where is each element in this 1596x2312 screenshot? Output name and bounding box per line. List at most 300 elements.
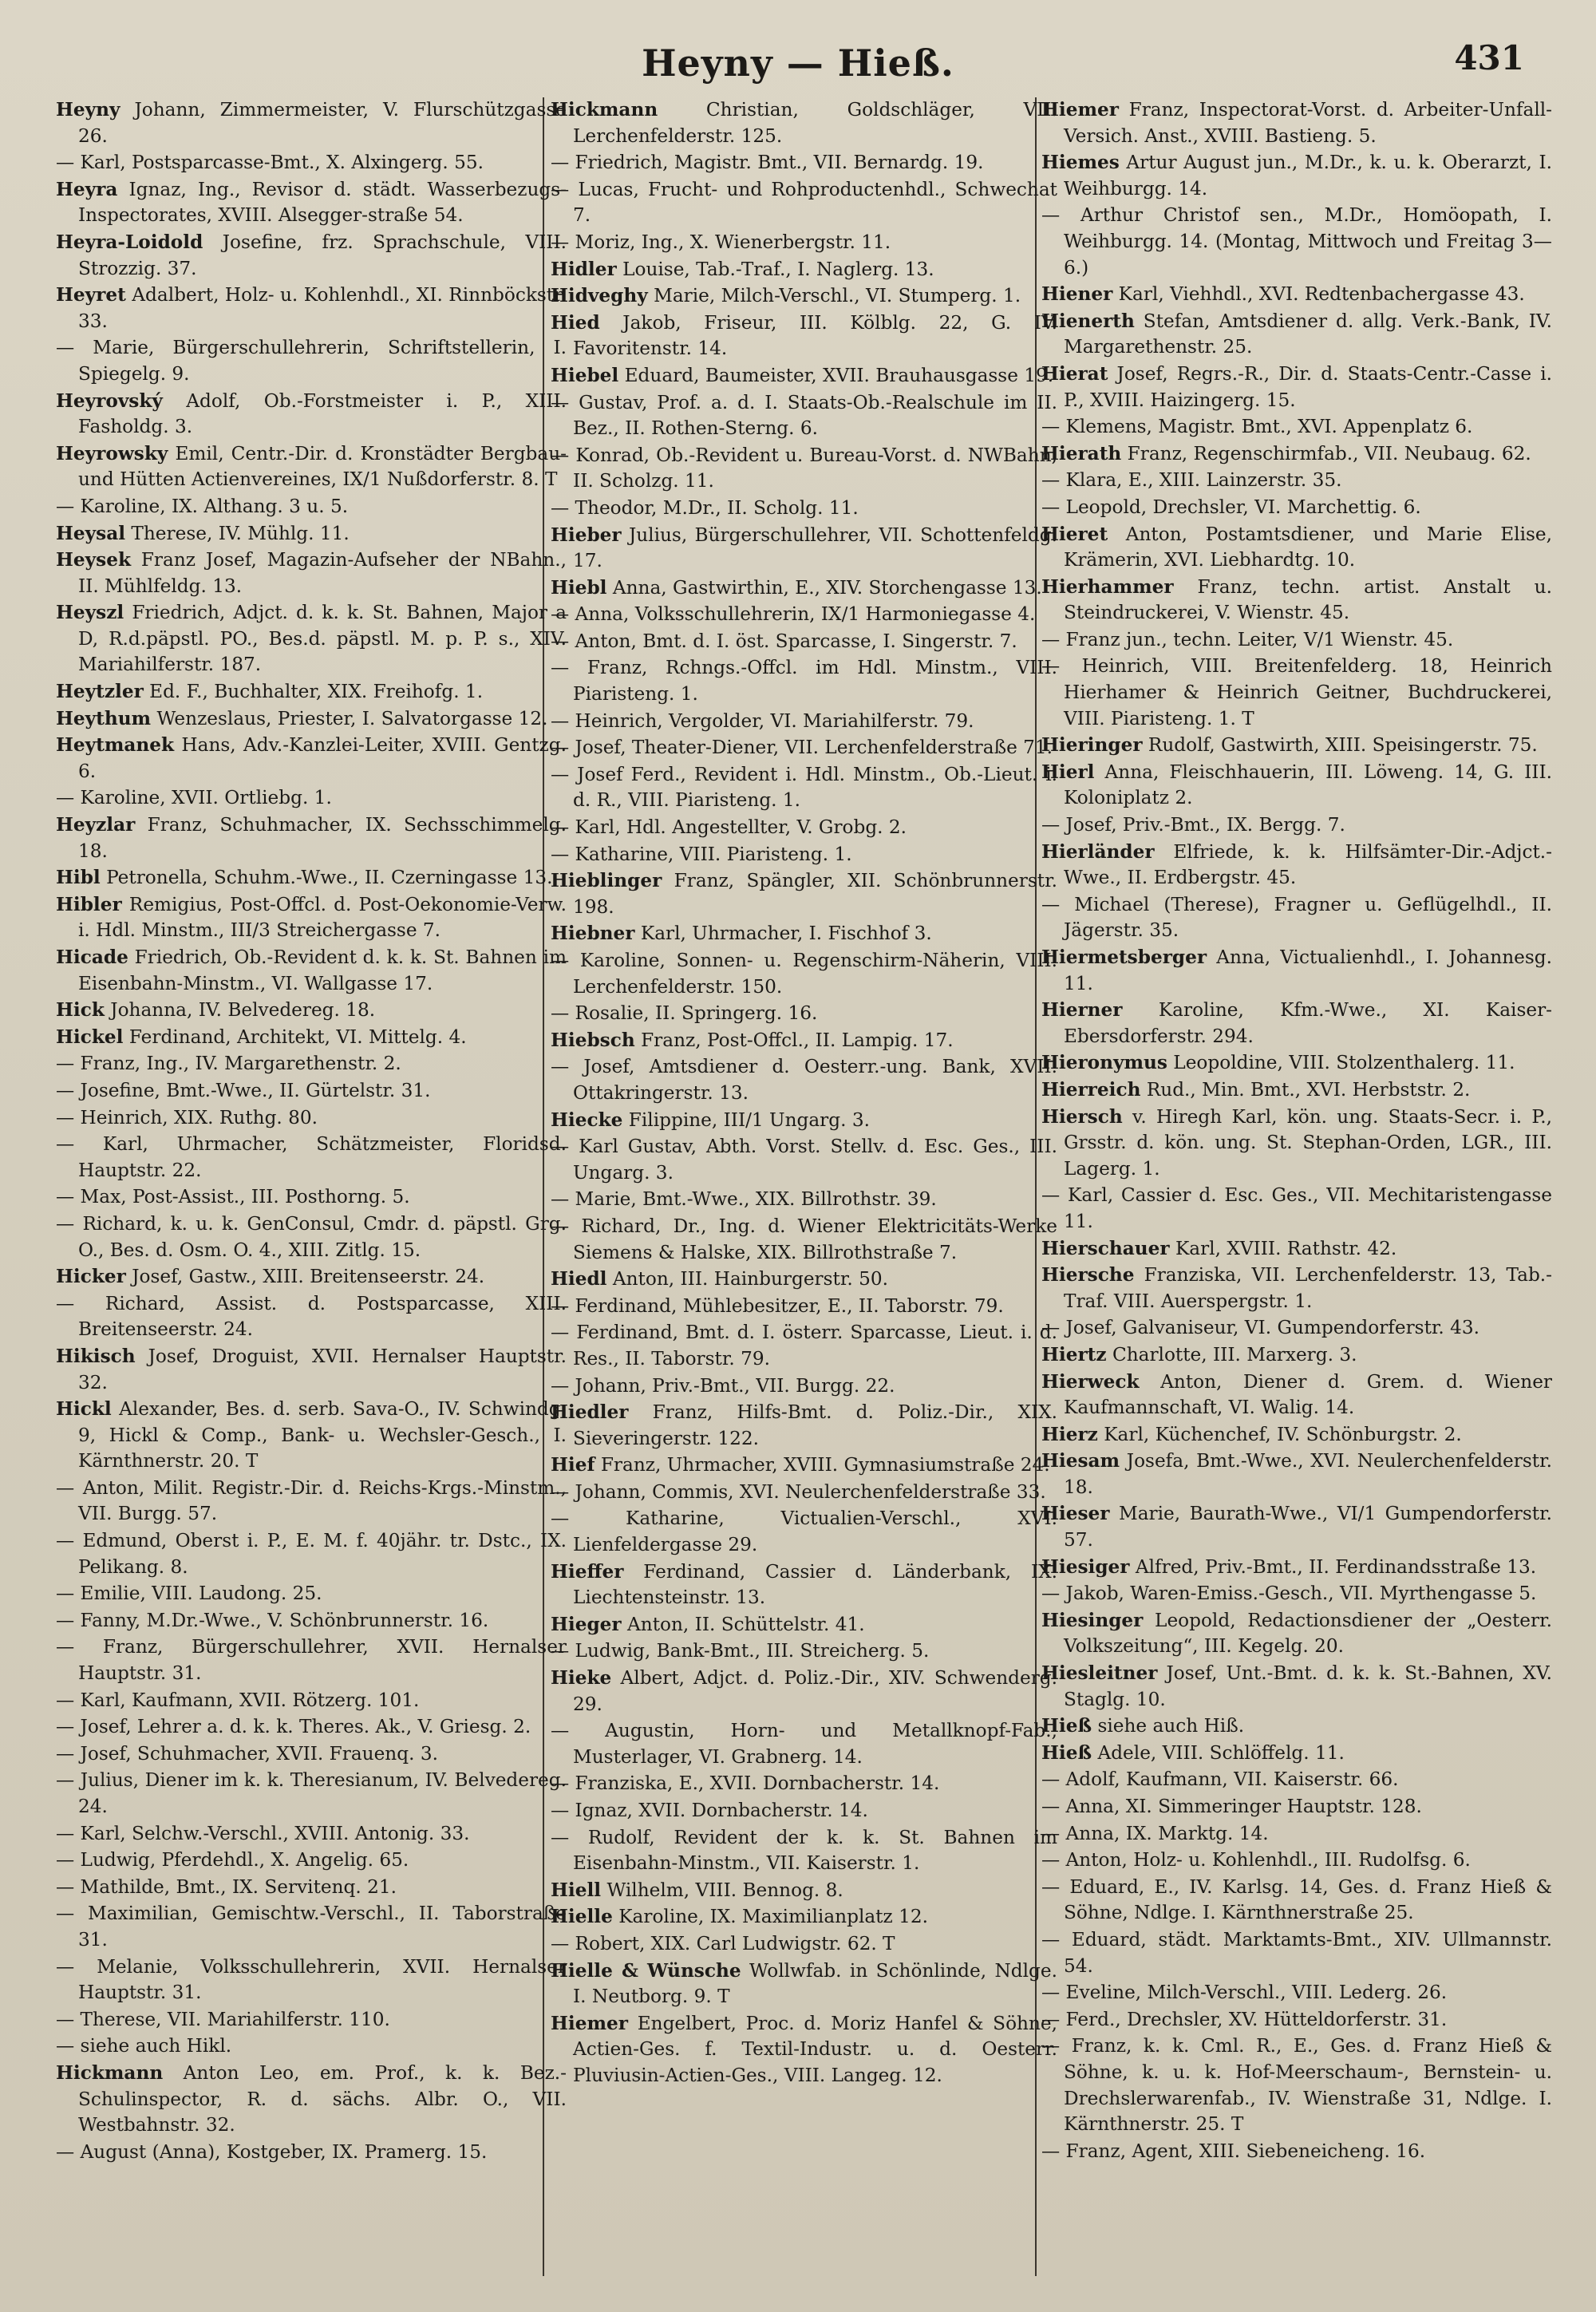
- directory-entry: [56, 177, 567, 229]
- entry-details: — Theodor, M.Dr., II. Scholg. 11.: [551, 496, 859, 519]
- directory-entry: [551, 1878, 1057, 1904]
- entry-details: — Edmund, Oberst i. P., E. M. f. 40jähr. tr. Dstc., IX. Pelikang. 8.: [56, 1530, 567, 1578]
- entry-details: — Ferdinand, Bmt. d. I. österr. Sparcasse, Lieut. i. d. Res., II. Taborstr. 79.: [551, 1322, 1057, 1369]
- directory-entry: [1041, 1236, 1552, 1263]
- entry-name: Hierländer: [1041, 840, 1155, 863]
- entry-name: Hieret: [1041, 523, 1108, 545]
- directory-entry: [551, 1718, 1057, 1770]
- entry-name: Hiermetsberger: [1041, 947, 1207, 968]
- entry-details: — Eduard, E., IV. Karlsg. 14, Ges. d. Franz Hieß & Söhne, Ndlge. I. Kärnthnerstraße 25.: [1041, 1875, 1552, 1924]
- directory-entry: [56, 1291, 567, 1343]
- entry-details: Rud., Min. Bmt., XVI. Herbststr. 2.: [1140, 1078, 1471, 1101]
- directory-entry: [551, 1320, 1057, 1372]
- directory-entry: [551, 602, 1057, 628]
- entry-name: Hiebl: [551, 576, 607, 599]
- entry-details: — August (Anna), Kostgeber, IX. Pramerg. 15.: [56, 2140, 488, 2163]
- directory-entry: [1041, 1263, 1552, 1314]
- directory-entry: [1041, 1342, 1552, 1369]
- directory-entry: [56, 1528, 567, 1580]
- entry-name: Hierner: [1041, 999, 1123, 1022]
- entry-details: Franz, Inspectorat-Vorst. d. Arbeiter-Unfall-Versich. Anst., XVIII. Bastieng. 5.: [1064, 99, 1552, 147]
- entry-details: Anna, Victualienhdl., I. Johannesg. 11.: [1064, 947, 1552, 994]
- entry-name: Hidveghy: [551, 285, 648, 307]
- directory-entry: [56, 1954, 567, 2006]
- entry-details: Marie, Milch-Verschl., VI. Stumperg. 1.: [647, 285, 1021, 307]
- entry-details: Petronella, Schuhm.-Wwe., II. Czerningasse 13.: [100, 867, 553, 889]
- entry-details: Marie, Baurath-Wwe., VI/1 Gumpendorferstr. 57.: [1064, 1503, 1552, 1551]
- entry-details: — Rudolf, Revident der k. k. St. Bahnen im Eisenbahn-Minstm., VII. Kaiserstr. 1.: [551, 1826, 1057, 1875]
- entry-details: — Karl Gustav, Abth. Vorst. Stellv. d. Esc. Ges., III. Ungarg. 3.: [551, 1136, 1057, 1184]
- entry-details: Anton, III. Hainburgerstr. 50.: [606, 1268, 888, 1290]
- directory-entry: [551, 868, 1057, 920]
- entry-name: Heysek: [56, 549, 132, 571]
- directory-entry: [1041, 1422, 1552, 1448]
- entry-details: — Karoline, Sonnen- u. Regenschirm-Näherin, VIII. Lerchenfelderstr. 150.: [551, 950, 1057, 998]
- directory-entry: [551, 523, 1057, 575]
- directory-entry: [551, 1214, 1057, 1266]
- directory-entry: [56, 998, 567, 1024]
- entry-name: Hiebner: [551, 923, 635, 945]
- directory-entry: [551, 629, 1057, 655]
- directory-entry: [551, 1612, 1057, 1638]
- entry-details: Louise, Tab.-Traf., I. Naglerg. 13.: [616, 258, 934, 280]
- directory-entry: [56, 1581, 567, 1607]
- entry-name: Hickmann: [551, 99, 658, 121]
- entry-name: Hierl: [1041, 761, 1095, 783]
- directory-entry: [56, 1078, 567, 1105]
- entry-details: Karoline, Kfm.-Wwe., XI. Kaiser-Ebersdorferstr. 294.: [1064, 999, 1552, 1047]
- entry-details: — Josef, Theater-Diener, VII. Lerchenfelderstraße 71.: [551, 737, 1053, 759]
- directory-entry: [56, 945, 567, 997]
- entry-details: — Franz, Ing., IV. Margarethenstr. 2.: [56, 1053, 401, 1075]
- entry-details: — Karl, Cassier d. Esc. Ges., VII. Mechitaristengasse 11.: [1041, 1184, 1552, 1232]
- entry-details: Eduard, Baumeister, XVII. Brauhausgasse 19.: [618, 364, 1054, 386]
- entry-details: Karl, Viehhdl., XVI. Redtenbachergasse 43.: [1112, 283, 1525, 306]
- entry-details: — Josef, Amtsdiener d. Oesterr.-ung. Bank, XVII. Ottakringerstr. 13.: [551, 1056, 1057, 1104]
- directory-entry: [1041, 1661, 1552, 1713]
- entry-name: Hiersche: [1041, 1264, 1135, 1286]
- entry-name: Hieronymus: [1041, 1052, 1167, 1074]
- directory-entry: [551, 363, 1057, 389]
- entry-name: Hick: [56, 999, 105, 1022]
- directory-entry: [1041, 627, 1552, 654]
- entry-details: v. Hiregh Karl, kön. ung. Staats-Secr. i. P., Grsstr. d. kön. ung. St. Stephan-Orden, LGR., III. Lagerg. 1.: [1064, 1105, 1552, 1180]
- directory-entry: [551, 390, 1057, 442]
- entry-details: Adele, VIII. Schlöffelg. 11.: [1092, 1741, 1345, 1764]
- entry-details: — Klemens, Magistr. Bmt., XVI. Appenplatz 6.: [1041, 416, 1473, 438]
- directory-entry: [1041, 2033, 1552, 2137]
- entry-details: — Karl, Uhrmacher, Schätzmeister, Floridsd. Hauptstr. 22.: [56, 1133, 567, 1181]
- column-2: [551, 97, 1057, 2284]
- entry-details: Jakob, Friseur, III. Kölblg. 22, G. IV. Favoritenstr. 14.: [573, 311, 1057, 360]
- entry-details: — Fanny, M.Dr.-Wwe., V. Schönbrunnerstr. 16.: [56, 1609, 489, 1631]
- entry-details: — Eduard, städt. Marktamts-Bmt., XIV. Ullmannstr. 54.: [1041, 1928, 1552, 1977]
- entry-name: Hikisch: [56, 1345, 136, 1367]
- entry-details: Anton, Postamtsdiener, und Marie Elise, Krämerin, XVI. Liebhardtg. 10.: [1064, 523, 1552, 571]
- entry-details: Adolf, Ob.-Forstmeister i. P., XIII. Fasholdg. 3.: [78, 389, 567, 438]
- directory-entry: [56, 1768, 567, 1820]
- entry-details: — Therese, VII. Mariahilferstr. 110.: [56, 2008, 390, 2030]
- entry-name: Heytzler: [56, 681, 144, 703]
- entry-details: — Franz, Agent, XIII. Siebeneicheng. 16.: [1041, 2140, 1426, 2162]
- entry-details: Johann, Zimmermeister, V. Flurschützgasse 26.: [78, 99, 567, 147]
- entry-details: — Franziska, E., XVII. Dornbacherstr. 14.: [551, 1773, 940, 1795]
- entry-name: Heyszl: [56, 602, 124, 624]
- directory-entry: [551, 283, 1057, 310]
- entry-details: Anna, Fleischhauerin, III. Löweng. 14, G. III. Koloniplatz 2.: [1064, 761, 1552, 809]
- entry-details: — Ludwig, Bank-Bmt., III. Streicherg. 5.: [551, 1640, 930, 1662]
- directory-entry: [551, 1400, 1057, 1452]
- directory-entry: [1041, 1767, 1552, 1793]
- entry-name: Hicker: [56, 1266, 126, 1288]
- entry-details: Artur August jun., M.Dr., k. u. k. Oberarzt, I. Weihburgg. 14.: [1064, 152, 1552, 200]
- entry-details: Franz, techn. artist. Anstalt u. Steindruckerei, V. Wienstr. 45.: [1064, 575, 1552, 624]
- directory-entry: [551, 762, 1057, 814]
- entry-details: siehe auch Hiß.: [1092, 1715, 1245, 1737]
- entry-details: Johanna, IV. Belvedereg. 18.: [104, 999, 376, 1022]
- entry-name: Heyret: [56, 284, 126, 306]
- directory-entry: [56, 733, 567, 784]
- entry-details: — Anna, Volksschullehrerin, IX/1 Harmoniegasse 4.: [551, 603, 1036, 626]
- directory-entry: [551, 1904, 1057, 1931]
- directory-entry: [1041, 1448, 1552, 1500]
- entry-name: Hierschauer: [1041, 1237, 1170, 1259]
- directory-entry: [551, 1054, 1057, 1106]
- entry-name: Hieblinger: [551, 870, 662, 892]
- directory-entry: [56, 2033, 567, 2060]
- directory-entry: [551, 1001, 1057, 1027]
- entry-name: Hickmann: [56, 2061, 164, 2084]
- directory-entry: [1041, 203, 1552, 281]
- directory-entry: [551, 177, 1057, 229]
- entry-name: Hierath: [1041, 442, 1122, 464]
- directory-entry: [1041, 441, 1552, 468]
- entry-name: Hieber: [551, 524, 622, 546]
- entry-details: — Ignaz, XVII. Dornbacherstr. 14.: [551, 1800, 868, 1821]
- entry-details: — Arthur Christof sen., M.Dr., Homöopath, I. Weihburgg. 14. (Montag, Mittwoch und Freitag 3—6.): [1041, 204, 1552, 279]
- directory-entry: [551, 1108, 1057, 1134]
- directory-entry: [1041, 1848, 1552, 1874]
- directory-entry: [1041, 840, 1552, 891]
- entry-details: — siehe auch Hikl.: [56, 2035, 232, 2057]
- entry-details: — Franz, Bürgerschullehrer, XVII. Hernalser Hauptstr. 31.: [56, 1636, 567, 1685]
- directory-entry: [56, 521, 567, 547]
- directory-entry: [56, 1397, 567, 1475]
- entry-name: Heyra: [56, 178, 118, 200]
- directory-entry: [56, 335, 567, 387]
- directory-entry: [1041, 998, 1552, 1049]
- entry-name: Hibler: [56, 893, 122, 915]
- directory-entry: [56, 1105, 567, 1132]
- entry-name: Hiemes: [1041, 152, 1120, 174]
- directory-entry: [56, 547, 567, 599]
- directory-entry: [1041, 150, 1552, 202]
- directory-entry: [551, 1506, 1057, 1558]
- directory-entry: [56, 706, 567, 733]
- entry-details: Franz, Uhrmacher, XVIII. Gymnasiumstraße 24.: [595, 1454, 1050, 1476]
- directory-entry: [551, 1825, 1057, 1877]
- entry-details: — Moriz, Ing., X. Wienerbergstr. 11.: [551, 231, 891, 253]
- entry-name: Hiertz: [1041, 1343, 1107, 1365]
- entry-details: — Richard, k. u. k. GenConsul, Cmdr. d. päpstl. Grg. O., Bes. d. Osm. O. 4., XIII. Zitlg. 15.: [56, 1212, 567, 1261]
- entry-name: Hiedl: [551, 1268, 607, 1290]
- entry-details: Ferdinand, Cassier d. Länderbank, IX. Liechtensteinstr. 13.: [573, 1560, 1057, 1609]
- entry-details: Wollwfab. in Schönlinde, Ndlge. I. Neutborg. 9. T: [573, 1959, 1057, 2008]
- directory-entry: [551, 1958, 1057, 2010]
- directory-entry: [56, 600, 567, 678]
- entry-details: Wenzeslaus, Priester, I. Salvatorgasse 12.: [151, 707, 548, 729]
- entry-details: — Josef, Lehrer a. d. k. k. Theres. Ak., V. Griesg. 2.: [56, 1716, 531, 1738]
- directory-entry: [551, 735, 1057, 761]
- entry-name: Heyrovský: [56, 389, 163, 412]
- entry-details: — Klara, E., XIII. Lainzerstr. 35.: [1041, 469, 1342, 492]
- entry-details: — Lucas, Frucht- und Rohproductenhdl., Schwechat 7.: [551, 178, 1057, 227]
- entry-name: Hierat: [1041, 362, 1108, 385]
- directory-entry: [1041, 575, 1552, 626]
- directory-entry: [1041, 1608, 1552, 1660]
- entry-details: Karl, XVIII. Rathstr. 42.: [1169, 1237, 1397, 1259]
- directory-entry: [551, 1638, 1057, 1665]
- directory-entry: [551, 310, 1057, 362]
- entry-details: — Melanie, Volksschullehrerin, XVII. Hernalser Hauptstr. 31.: [56, 1955, 567, 2004]
- entry-name: Heythum: [56, 707, 152, 729]
- entry-name: Hiemer: [551, 2012, 628, 2034]
- directory-entry: [1041, 1105, 1552, 1183]
- entry-details: Rudolf, Gastwirth, XIII. Speisingerstr. 75.: [1142, 734, 1538, 757]
- entry-details: — Friedrich, Magistr. Bmt., VII. Bernardg. 19.: [551, 152, 984, 174]
- entry-details: — Maximilian, Gemischtw.-Verschl., II. Taborstraße 31.: [56, 1903, 567, 1950]
- entry-details: — Karoline, XVII. Ortliebg. 1.: [56, 787, 332, 809]
- directory-entry: [1041, 1050, 1552, 1077]
- directory-entry: [1041, 1794, 1552, 1820]
- directory-entry: [1041, 2139, 1552, 2165]
- directory-entry: [56, 389, 567, 441]
- directory-entry: [551, 1480, 1057, 1506]
- directory-entry: [1041, 1741, 1552, 1767]
- entry-name: Heyrowsky: [56, 442, 168, 464]
- entry-details: — Leopold, Drechsler, VI. Marchettig. 6.: [1041, 496, 1421, 518]
- entry-details: — Heinrich, VIII. Breitenfelderg. 18, Heinrich Hierhamer & Heinrich Geitner, Buchdruckerei, VIII. Piaristeng. 1. T: [1041, 655, 1552, 729]
- entry-details: Leopoldine, VIII. Stolzenthalerg. 11.: [1167, 1052, 1515, 1074]
- directory-entry: [1041, 522, 1552, 574]
- entry-details: — Adolf, Kaufmann, VII. Kaiserstr. 66.: [1041, 1769, 1399, 1791]
- directory-entry: [56, 1634, 567, 1686]
- directory-entry: [551, 1028, 1057, 1054]
- directory-entry: [56, 1688, 567, 1714]
- entry-details: — Franz, Rchngs.-Offcl. im Hdl. Minstm., VIII. Piaristeng. 1.: [551, 657, 1057, 705]
- entry-details: Josef, Unt.-Bmt. d. k. k. St.-Bahnen, XV. Staglg. 10.: [1064, 1662, 1552, 1710]
- entry-name: Hiebsch: [551, 1029, 635, 1051]
- directory-entry: [56, 1714, 567, 1741]
- directory-entry: [1041, 733, 1552, 759]
- directory-entry: [56, 679, 567, 705]
- directory-entry: [551, 1666, 1057, 1717]
- directory-entry: [1041, 1501, 1552, 1553]
- entry-name: Hiesam: [1041, 1450, 1120, 1472]
- entry-details: Anton, Diener d. Grem. d. Wiener Kaufmannschaft, VI. Walig. 14.: [1064, 1370, 1552, 1419]
- entry-details: Friedrich, Adjct. d. k. k. St. Bahnen, Major a D, R.d.päpstl. PO., Bes.d. päpstl. M. p. P. s., XIV. Mariahilferstr. 187.: [78, 602, 567, 676]
- entry-details: Friedrich, Ob.-Revident d. k. k. St. Bahnen im Eisenbahn-Minstm., VI. Wallgasse 17.: [78, 947, 567, 994]
- entry-details: Franz, Regenschirmfab., VII. Neubaug. 62.: [1121, 442, 1531, 464]
- entry-details: — Karl, Selchw.-Verschl., XVIII. Antonig. 33.: [56, 1822, 470, 1844]
- entry-details: Emil, Centr.-Dir. d. Kronstädter Bergbau- und Hütten Actienvereines, IX/1 Nußdorferstr. 8. T: [78, 442, 567, 491]
- directory-entry: [56, 785, 567, 812]
- entry-details: Adalbert, Holz- u. Kohlenhdl., XI. Rinnböckstr. 33.: [78, 284, 567, 332]
- directory-entry: [56, 2007, 567, 2033]
- directory-entry: [56, 1848, 567, 1874]
- entry-name: Hierreich: [1041, 1078, 1141, 1101]
- directory-entry: [56, 1025, 567, 1051]
- entry-details: Josefa, Bmt.-Wwe., XVI. Neulerchenfelderstr. 18.: [1064, 1450, 1552, 1498]
- entry-details: — Josef, Schuhmacher, XVII. Frauenq. 3.: [56, 1742, 438, 1765]
- entry-details: — Anna, XI. Simmeringer Hauptstr. 128.: [1041, 1796, 1422, 1817]
- directory-entry: [551, 1931, 1057, 1958]
- page-header: [0, 32, 1596, 88]
- directory-entry: [56, 2061, 567, 2139]
- entry-details: Karl, Uhrmacher, I. Fischhof 3.: [634, 923, 932, 945]
- entry-details: Josef, Gastw., XIII. Breitenseerstr. 24.: [125, 1266, 485, 1288]
- entry-name: Heytmanek: [56, 734, 175, 757]
- entry-name: Hielle: [551, 1906, 613, 1928]
- entry-details: — Heinrich, XIX. Ruthg. 80.: [56, 1106, 318, 1128]
- entry-name: Hierweck: [1041, 1370, 1140, 1393]
- directory-entry: [551, 496, 1057, 522]
- entry-name: Hickl: [56, 1398, 112, 1421]
- entry-details: Charlotte, III. Marxerg. 3.: [1106, 1343, 1357, 1365]
- column-3: [1041, 97, 1552, 2284]
- entry-details: Elfriede, k. k. Hilfsämter-Dir.-Adjct.-Wwe., II. Erdbergstr. 45.: [1064, 840, 1552, 889]
- directory-entry: [1041, 2007, 1552, 2033]
- page-number: 431: [1454, 38, 1524, 77]
- directory-entry: [1041, 282, 1552, 308]
- entry-details: Alexander, Bes. d. serb. Sava-O., IV. Schwindg. 9, Hickl & Comp., Bank- u. Wechsler-Gesch., I. Kärnthnerstr. 20. T: [78, 1398, 567, 1472]
- entry-details: — Augustin, Horn- und Metallknopf-Fab., Musterlager, VI. Grabnerg. 14.: [551, 1720, 1057, 1768]
- entry-name: Hieß: [1041, 1741, 1092, 1764]
- entry-name: Hiecke: [551, 1109, 623, 1131]
- directory-entry: [1041, 1821, 1552, 1848]
- directory-entry: [1041, 1555, 1552, 1581]
- directory-entry: [56, 1211, 567, 1263]
- entry-details: — Josef, Galvaniseur, VI. Gumpendorferstr. 43.: [1041, 1317, 1480, 1339]
- entry-details: — Karl, Postsparcasse-Bmt., X. Alxingerg. 55.: [56, 152, 484, 174]
- directory-entry: [551, 948, 1057, 1000]
- directory-entry: [56, 865, 567, 891]
- directory-entry: [56, 230, 567, 282]
- directory-entry: [551, 1373, 1057, 1400]
- entry-details: — Konrad, Ob.-Revident u. Bureau-Vorst. d. NWBahn, II. Scholzg. 11.: [551, 444, 1057, 492]
- entry-details: — Richard, Dr., Ing. d. Wiener Elektricitäts-Werke Siemens & Halske, XIX. Billrothstraße 7.: [551, 1215, 1057, 1263]
- entry-details: Josef, Regrs.-R., Dir. d. Staats-Centr.-Casse i. P., XVIII. Haizingerg. 15.: [1064, 362, 1552, 411]
- entry-details: Josefine, frz. Sprachschule, VIII. Strozzig. 37.: [78, 231, 567, 279]
- entry-details: Stefan, Amtsdiener d. allg. Verk.-Bank, IV. Margarethenstr. 25.: [1064, 310, 1552, 358]
- entry-name: Hibl: [56, 867, 101, 889]
- entry-details: Wilhelm, VIII. Bennog. 8.: [601, 1879, 843, 1901]
- directory-entry: [56, 150, 567, 176]
- entry-details: — Josef, Priv.-Bmt., IX. Bergg. 7.: [1041, 814, 1345, 836]
- entry-details: — Richard, Assist. d. Postsparcasse, XIII. Breitenseerstr. 24.: [56, 1292, 567, 1341]
- entry-name: Hiener: [1041, 283, 1113, 306]
- entry-details: — Johann, Commis, XVI. Neulerchenfelderstraße 33.: [551, 1480, 1046, 1503]
- entry-details: — Ferdinand, Mühlebesitzer, E., II. Taborstr. 79.: [551, 1294, 1004, 1317]
- entry-details: — Franz jun., techn. Leiter, V/1 Wienstr. 45.: [1041, 628, 1454, 650]
- directory-entry: [56, 812, 567, 864]
- directory-entry: [551, 150, 1057, 176]
- entry-name: Hiebel: [551, 364, 619, 386]
- directory-entry: [551, 1294, 1057, 1320]
- directory-entry: [551, 1771, 1057, 1797]
- directory-entry: [1041, 1369, 1552, 1421]
- entry-name: Hielle & Wünsche: [551, 1959, 741, 1982]
- entry-details: — Karoline, IX. Althang. 3 u. 5.: [56, 495, 349, 517]
- entry-details: Therese, IV. Mühlg. 11.: [125, 522, 350, 544]
- directory-entry: [56, 1821, 567, 1848]
- entry-details: — Gustav, Prof. a. d. I. Staats-Ob.-Realschule im II. Bez., II. Rothen-Sterng. 6.: [551, 391, 1057, 440]
- directory-entry: [551, 1267, 1057, 1293]
- entry-name: Hieser: [1041, 1503, 1110, 1525]
- entry-name: Hiersch: [1041, 1105, 1123, 1128]
- directory-entry: [56, 283, 567, 334]
- directory-entry: [1041, 1980, 1552, 2006]
- directory-entry: [1041, 1183, 1552, 1235]
- entry-details: — Franz, k. k. Cml. R., E., Ges. d. Franz Hieß & Söhne, k. u. k. Hof-Meerschaum-, Bernstein- u. Drechslerwarenfab., IV. Wienstraße 31, Ndlge. I. Kärnthnerstr. 25. T: [1041, 2035, 1552, 2136]
- entry-details: — Max, Post-Assist., III. Posthorng. 5.: [56, 1186, 410, 1208]
- directory-entry: [56, 2140, 567, 2166]
- entry-details: Albert, Adjct. d. Poliz.-Dir., XIV. Schwenderg. 29.: [573, 1667, 1057, 1715]
- entry-details: — Emilie, VIII. Laudong. 25.: [56, 1583, 322, 1605]
- entry-name: Hiemer: [1041, 99, 1119, 121]
- entry-name: Hief: [551, 1454, 595, 1476]
- directory-entry: [551, 257, 1057, 283]
- directory-entry: [1041, 414, 1552, 441]
- entry-details: — Rosalie, II. Springerg. 16.: [551, 1002, 818, 1025]
- directory-entry: [1041, 97, 1552, 149]
- directory-entry: [551, 1452, 1057, 1479]
- directory-entry: [56, 441, 567, 493]
- entry-details: — Katharine, Victualien-Verschl., XVI. Lienfeldergasse 29.: [551, 1508, 1057, 1556]
- running-title: Heyny — Hieß.: [642, 41, 954, 85]
- directory-entry: [1041, 1927, 1552, 1979]
- directory-entry: [1041, 1077, 1552, 1104]
- directory-entry: [551, 655, 1057, 707]
- entry-details: — Ludwig, Pferdehdl., X. Angelig. 65.: [56, 1849, 409, 1871]
- entry-details: Josef, Droguist, XVII. Hernalser Hauptstr. 32.: [78, 1345, 567, 1393]
- entry-details: Franz, Schuhmacher, IX. Sechsschimmelg. 18.: [78, 814, 567, 862]
- entry-name: Hiesiger: [1041, 1555, 1130, 1578]
- directory-entry: [551, 1559, 1057, 1611]
- directory-entry: [551, 1187, 1057, 1213]
- entry-name: Hienerth: [1041, 310, 1135, 332]
- directory-entry: [56, 1051, 567, 1077]
- entry-name: Hieger: [551, 1613, 622, 1635]
- directory-entry: [56, 1344, 567, 1396]
- entry-details: — Johann, Priv.-Bmt., VII. Burgg. 22.: [551, 1374, 895, 1397]
- entry-details: — Josefine, Bmt.-Wwe., II. Gürtelstr. 31.: [56, 1079, 431, 1101]
- entry-details: Julius, Bürgerschullehrer, VII. Schottenfeldg. 17.: [573, 524, 1057, 572]
- directory-entry: [551, 97, 1057, 149]
- entry-details: — Anna, IX. Marktg. 14.: [1041, 1822, 1269, 1844]
- entry-details: Karl, Küchenchef, IV. Schönburgstr. 2.: [1097, 1423, 1462, 1445]
- directory-entry: [551, 842, 1057, 868]
- directory-entry: [551, 2011, 1057, 2089]
- directory-entry: [1041, 1315, 1552, 1342]
- entry-details: — Marie, Bürgerschullehrerin, Schriftstellerin, I. Spiegelg. 9.: [56, 337, 567, 385]
- entry-details: Engelbert, Proc. d. Moriz Hanfel & Söhne, Actien-Ges. f. Textil-Industr. u. d. Oesterr. Pluviusin-Actien-Ges., VIII. Langeg. 12.: [573, 2012, 1057, 2086]
- entry-details: — Heinrich, Vergolder, VI. Mariahilferstr. 79.: [551, 709, 974, 732]
- directory-entry: [56, 1184, 567, 1211]
- entry-details: Christian, Goldschläger, VII. Lerchenfelderstr. 125.: [573, 99, 1057, 147]
- entry-details: Franz Josef, Magazin-Aufseher der NBahn., II. Mühlfeldg. 13.: [78, 549, 567, 597]
- entry-name: Hied: [551, 311, 600, 334]
